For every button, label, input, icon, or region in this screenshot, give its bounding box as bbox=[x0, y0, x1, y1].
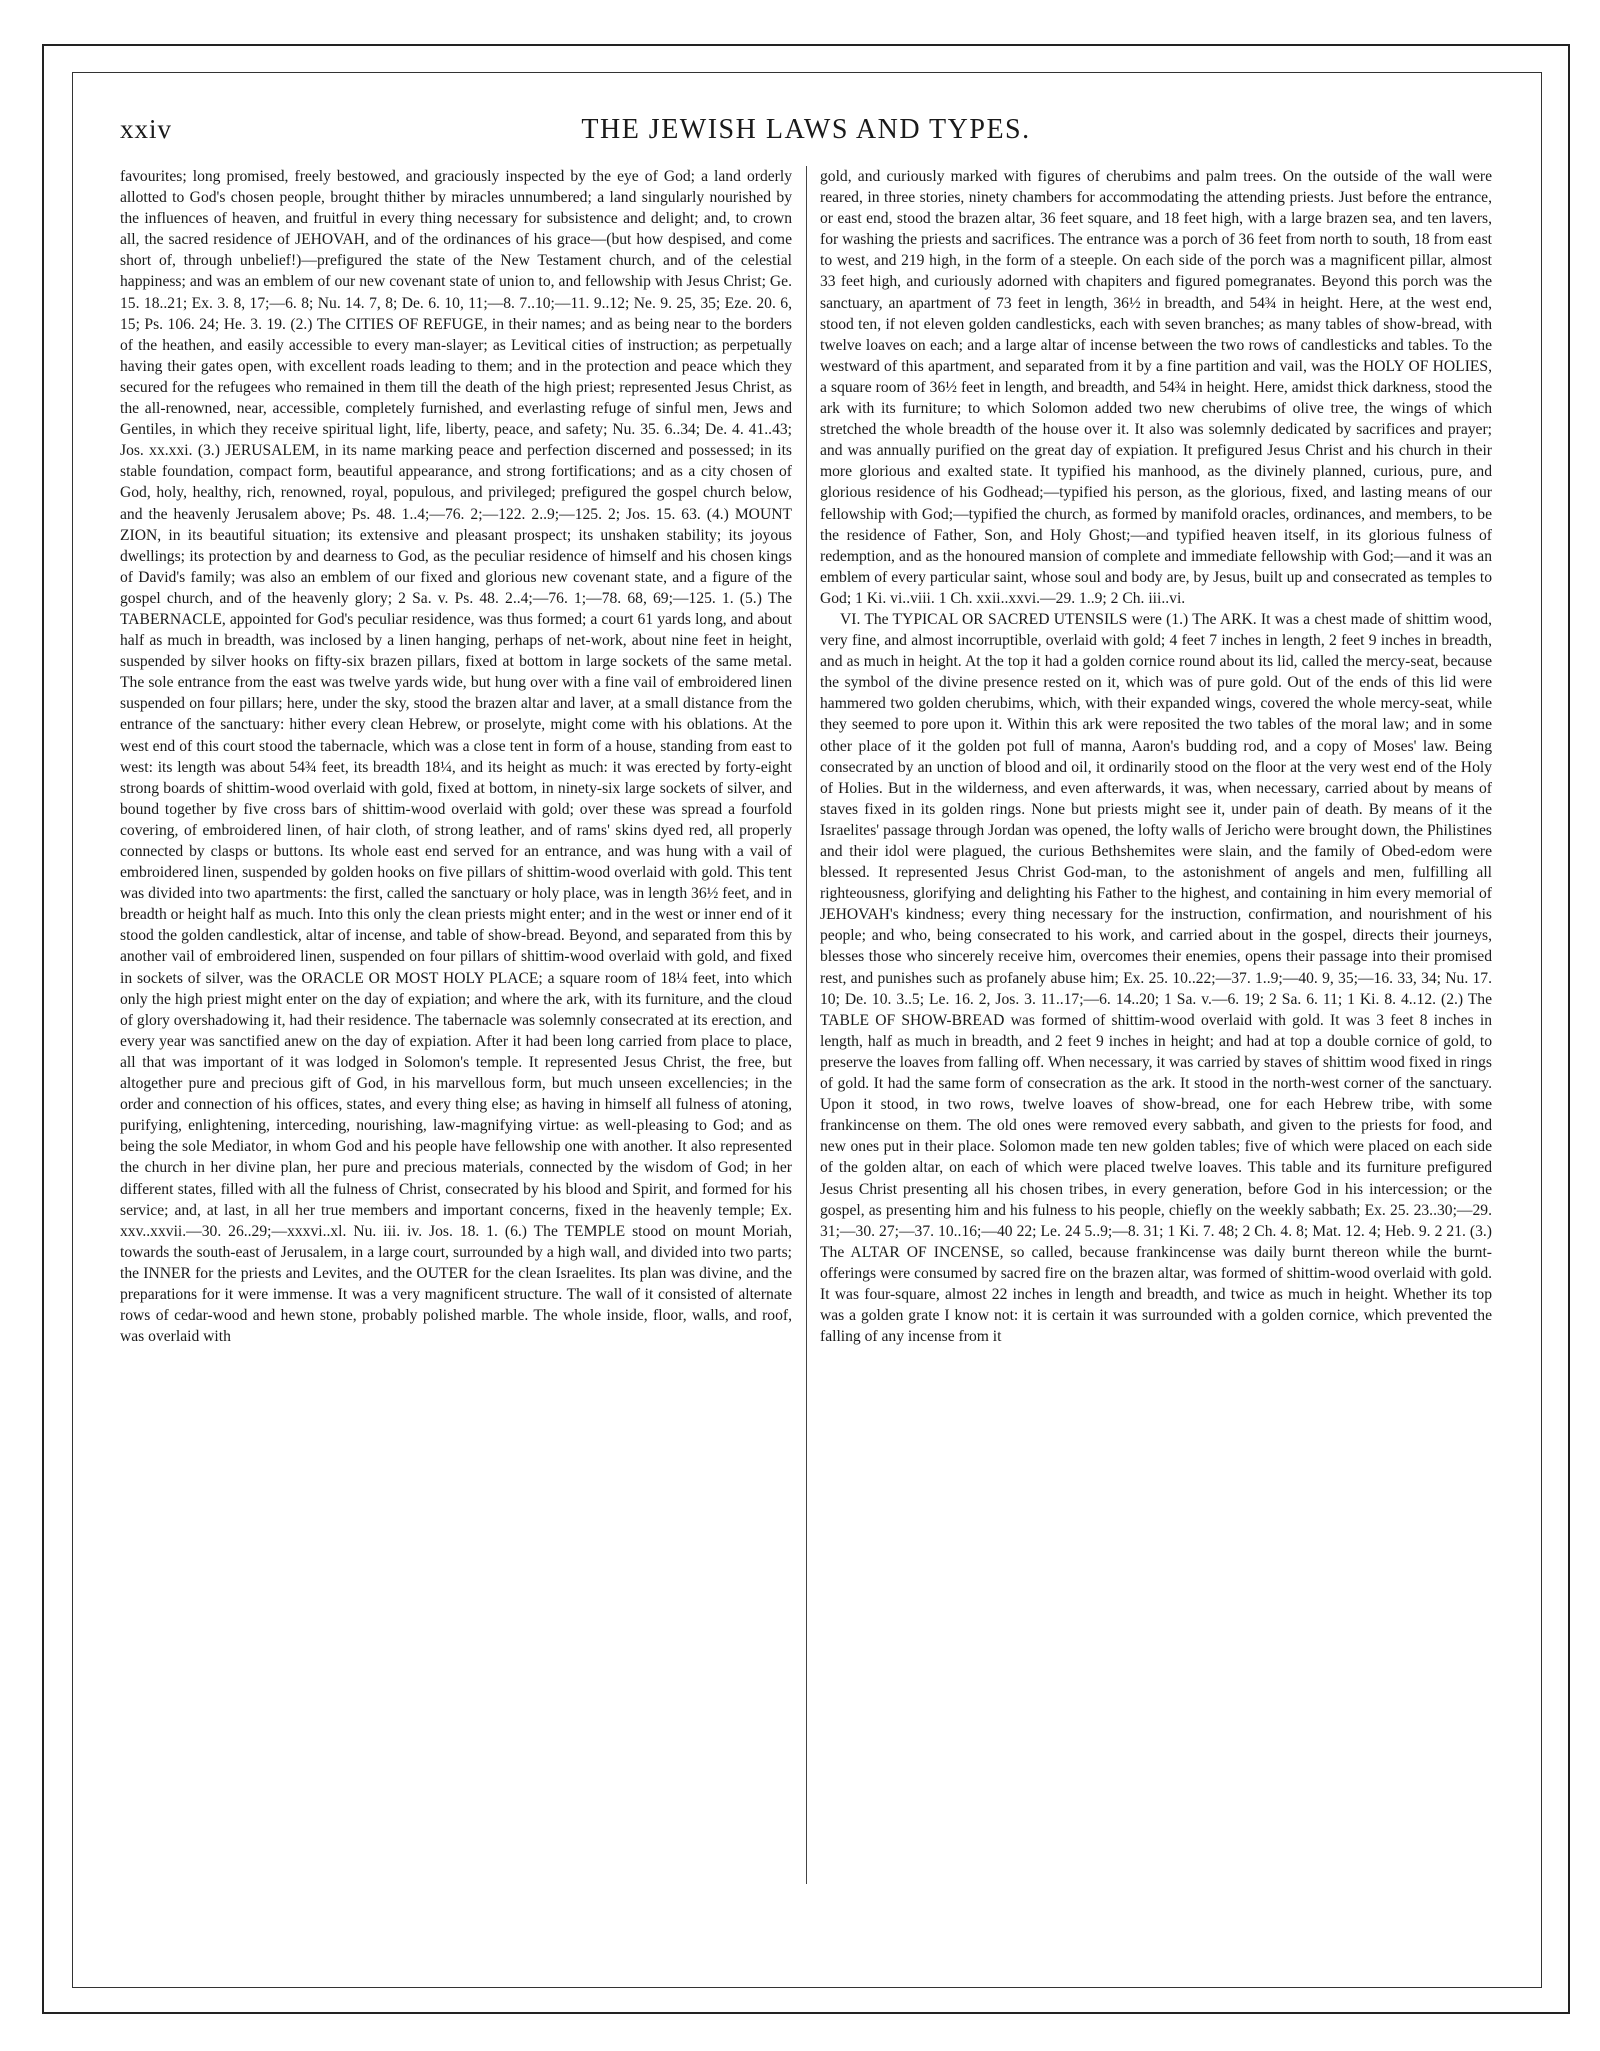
page-header bbox=[120, 114, 1492, 154]
text-column-left bbox=[120, 166, 792, 1886]
page-title: THE JEWISH LAWS AND TYPES. bbox=[581, 114, 1031, 145]
paragraph: gold, and curiously marked with figures of cherubims and palm trees. On the outside of the wall were reared, in three stories, ninety chambers for accommodating the attending priests. Just before the entrance, or east end, stood the brazen altar, 36 feet square, and 18 feet high, with a large brazen sea, and ten lavers, for washing the priests and sacrifices. The entrance was a porch of 36 feet from north to south, 18 from east to west, and 219 high, in the form of a steeple. On each side of the porch was a magnificent pillar, almost 33 feet high, and curiously adorned with chapiters and figured pomegranates. Beyond this porch was the sanctuary, an apartment of 73 feet in length, 36½ in breadth, and 54¾ in height. Here, at the west end, stood ten, if not eleven golden candlesticks, each with seven branches; as many tables of show-bread, with twelve loaves on each; and a large altar of incense between the two rows of candlesticks and tables. To the westward of this apartment, and separated from it by a fine partition and vail, was the HOLY OF HOLIES, a square room of 36½ feet in length, and breadth, and 54¾ in height. Here, amidst thick darkness, stood the ark with its furniture; to which Solomon added two new cherubims of olive tree, the wings of which stretched the whole breadth of the house over it. It also was solemnly dedicated by sacrifices and prayer; and was annually purified on the great day of expiation. It prefigured Jesus Christ and his church in their more glorious and exalted state. It typified his manhood, as the divinely planned, curious, pure, and glorious residence of his Godhead;—typified his person, as the glorious, fixed, and lasting means of our fellowship with God;—typified the church, as formed by manifold oracles, ordinances, and members, to be the residence of Father, Son, and Holy Ghost;—and typified heaven itself, in its glorious fulness of redemption, and as the honoured mansion of complete and immediate fellowship with God;—and it was an emblem of every particular saint, whose soul and body are, by Jesus, built up and consecrated as temples to God; 1 Ki. vi..viii. 1 Ch. xxii..xxvi.—29. 1..9; 2 Ch. iii..vi. bbox=[820, 168, 1492, 607]
page-number: xxiv bbox=[120, 114, 173, 144]
column-divider bbox=[806, 166, 807, 1884]
paragraph: favourites; long promised, freely bestowed, and graciously inspected by the eye of God; a land orderly allotted to God's chosen people, brought thither by miracles unnumbered; a land singularly nourished by the influences of heaven, and fruitful in every thing necessary for subsistence and delight; and, to crown all, the sacred residence of JEHOVAH, and of the ordinances of his grace—(but how despised, and come short of, through unbelief!)—prefigured the state of the New Testament church, and of the celestial happiness; and was an emblem of our new covenant state of union to, and fellowship with Jesus Christ; Ge. 15. 18..21; Ex. 3. 8, 17;—6. 8; Nu. 14. 7, 8; De. 6. 10, 11;—8. 7..10;—11. 9..12; Ne. 9. 25, 35; Eze. 20. 6, 15; Ps. 106. 24; He. 3. 19. (2.) The CITIES OF REFUGE, in their names; and as being near to the borders of the heathen, and easily accessible to every man-slayer; as Levitical cities of instruction; as perpetually having their gates open, with excellent roads leading to them; and in the protection and peace which they secured for the refugees who remained in them till the death of the high priest; represented Jesus Christ, as the all-renowned, near, accessible, completely furnished, and everlasting refuge of sinful men, Jews and Gentiles, in which they receive spiritual light, life, liberty, peace, and safety; Nu. 35. 6..34; De. 4. 41..43; Jos. xx.xxi. (3.) JERUSALEM, in its name marking peace and perfection discerned and possessed; in its stable foundation, compact form, beautiful appearance, and strong fortifications; and as a city chosen of God, holy, healthy, rich, renowned, royal, populous, and privileged; prefigured the gospel church below, and the heavenly Jerusalem above; Ps. 48. 1..4;—76. 2;—122. 2..9;—125. 2; Jos. 15. 63. (4.) MOUNT ZION, in its beautiful situation; its extensive and pleasant prospect; its unshaken stability; its joyous dwellings; its protection by and dearness to God, as the peculiar residence of himself and his chosen kings of David's family; was also an emblem of our fixed and glorious new covenant state, and a figure of the gospel church, and of the heavenly glory; 2 Sa. v. Ps. 48. 2..4;—76. 1;—78. 68, 69;—125. 1. (5.) The TABERNACLE, appointed for God's peculiar residence, was thus formed; a court 61 yards long, and about half as much in breadth, was inclosed by a linen hanging, perhaps of net-work, about nine feet in height, suspended by silver hooks on fifty-six brazen pillars, fixed at bottom in large sockets of the same metal. The sole entrance from the east was twelve yards wide, but hung over with a fine vail of embroidered linen suspended on four pillars; here, under the sky, stood the brazen altar and laver, at a small distance from the entrance of the sanctuary: hither every clean Hebrew, or proselyte, might come with his oblations. At the west end of this court stood the tabernacle, which was a close tent in form of a house, standing from east to west: its length was about 54¾ feet, its breadth 18¼, and its height as much: it was erected by forty-eight strong boards of shittim-wood overlaid with gold, fixed at bottom, in ninety-six large sockets of silver, and bound together by five cross bars of shittim-wood overlaid with gold; over these was spread a fourfold covering, of embroidered linen, of hair cloth, of strong leather, and of rams' skins dyed red, all properly connected by clasps or buttons. Its whole east end served for an entrance, and was hung with a vail of embroidered linen, suspended by golden hooks on five pillars of shittim-wood overlaid with gold. This tent was divided into two apartments: the first, called the sanctuary or holy place, was in length 36½ feet, and in breadth or height half as much. Into this only the clean priests might enter; and in the west or inner end of it stood the golden candlestick, altar of incense, and table of show-bread. Beyond, and separated from this by another vail of embroidered linen, suspended on four pillars of shittim-wood overlaid with gold, and fixed in sockets of silver, was the ORACLE OR MOST HOLY PLACE; a square room of 18¼ feet, into which only the high priest might enter on the day of expiation; and where the ark, with its furniture, and the cloud of glory overshadowing it, had their residence. The tabernacle was solemnly consecrated at its erection, and every year was sanctified anew on the day of expiation. After it had been long carried from place to place, all that was important of it was lodged in Solomon's temple. It represented Jesus Christ, the free, but altogether pure and precious gift of God, in his marvellous form, but much unseen excellencies; in the order and connection of his offices, states, and every thing else; as having in himself all fulness of atoning, purifying, enlightening, interceding, nourishing, law-magnifying virtue: as well-pleasing to God; and as being the sole Mediator, in whom God and his people have fellowship one with another. It also represented the church in her divine plan, her pure and precious materials, connected by the wisdom of God; in her different states, filled with all the fulness of Christ, consecrated by his blood and Spirit, and formed for his service; and, at last, in all her true members and important concerns, fixed in the heavenly temple; Ex. xxv..xxvii.—30. 26..29;—xxxvi..xl. Nu. iii. iv. Jos. 18. 1. (6.) The TEMPLE stood on mount Moriah, towards the south-east of Jerusalem, in a large court, surrounded by a high wall, and divided into two parts; the INNER for the priests and Levites, and the OUTER for the clean Israelites. Its plan was divine, and the preparations for it were immense. It was a very magnificent structure. The wall of it consisted of alternate rows of cedar-wood and hewn stone, probably polished marble. The whole inside, floor, walls, and roof, was overlaid with bbox=[120, 168, 792, 1346]
paragraph: VI. The TYPICAL OR SACRED UTENSILS were (1.) The ARK. It was a chest made of shittim wood, very fine, and almost incorruptible, overlaid with gold; 4 feet 7 inches in length, 2 feet 9 inches in breadth, and as much in height. At the top it had a golden cornice round about its lid, called the mercy-seat, because the symbol of the divine presence rested on it, which was of pure gold. Out of the ends of this lid were hammered two golden cherubims, which, with their expanded wings, covered the whole mercy-seat, while they seemed to pore upon it. Within this ark were reposited the two tables of the moral law; and in some other place of it the golden pot full of manna, Aaron's budding rod, and a copy of Moses' law. Being consecrated by an unction of blood and oil, it ordinarily stood on the floor at the very west end of the Holy of Holies. But in the wilderness, and even afterwards, it was, when necessary, carried about by means of staves fixed in its golden rings. None but priests might see it, under pain of death. By means of it the Israelites' passage through Jordan was opened, the lofty walls of Jericho were brought down, the Philistines and their idol were plagued, the curious Bethshemites were slain, and the family of Obed-edom were blessed. It represented Jesus Christ God-man, to the astonishment of angels and men, fulfilling all righteousness, glorifying and delighting his Father to the highest, and containing in him every memorial of JEHOVAH's kindness; every thing necessary for the instruction, confirmation, and nourishment of his people; and who, being consecrated to his work, and carried about in the gospel, directs their journeys, blesses those who sincerely receive him, overcomes their enemies, opens their passage into their promised rest, and punishes such as profanely abuse him; Ex. 25. 10..22;—37. 1..9;—40. 9, 35;—16. 33, 34; Nu. 17. 10; De. 10. 3..5; Le. 16. 2, Jos. 3. 11..17;—6. 14..20; 1 Sa. v.—6. 19; 2 Sa. 6. 11; 1 Ki. 8. 4..12. (2.) The TABLE OF SHOW-BREAD was formed of shittim-wood overlaid with gold. It was 3 feet 8 inches in length, half as much in breadth, and 2 feet 9 inches in height; and had at top a double cornice of gold, to preserve the loaves from falling off. When necessary, it was carried by staves of shittim wood fixed in rings of gold. It had the same form of consecration as the ark. It stood in the north-west corner of the sanctuary. Upon it stood, in two rows, twelve loaves of show-bread, one for each Hebrew tribe, with some frankincense on them. The old ones were removed every sabbath, and given to the priests for food, and new ones put in their place. Solomon made ten new golden tables; five of which were placed on each side of the golden altar, on each of which were placed twelve loaves. This table and its furniture prefigured Jesus Christ presenting all his chosen tribes, in every generation, before God in his intercession; or the gospel, as presenting him and his fulness to his people, chiefly on the weekly sabbath; Ex. 25. 23..30;—29. 31;—30. 27;—37. 10..16;—40 22; Le. 24 5..9;—8. 31; 1 Ki. 7. 48; 2 Ch. 4. 8; Mat. 12. 4; Heb. 9. 2 21. (3.) The ALTAR OF INCENSE, so called, because frankincense was daily burnt thereon while the burnt-offerings were consumed by sacred fire on the brazen altar, was formed of shittim-wood overlaid with gold. It was four-square, almost 22 inches in length and breadth, and twice as much in height. Whether its top was a golden grate I know not: it is certain it was surrounded with a golden cornice, which prevented the falling of any incense from it bbox=[820, 610, 1492, 1346]
text-column-right bbox=[820, 166, 1492, 1886]
